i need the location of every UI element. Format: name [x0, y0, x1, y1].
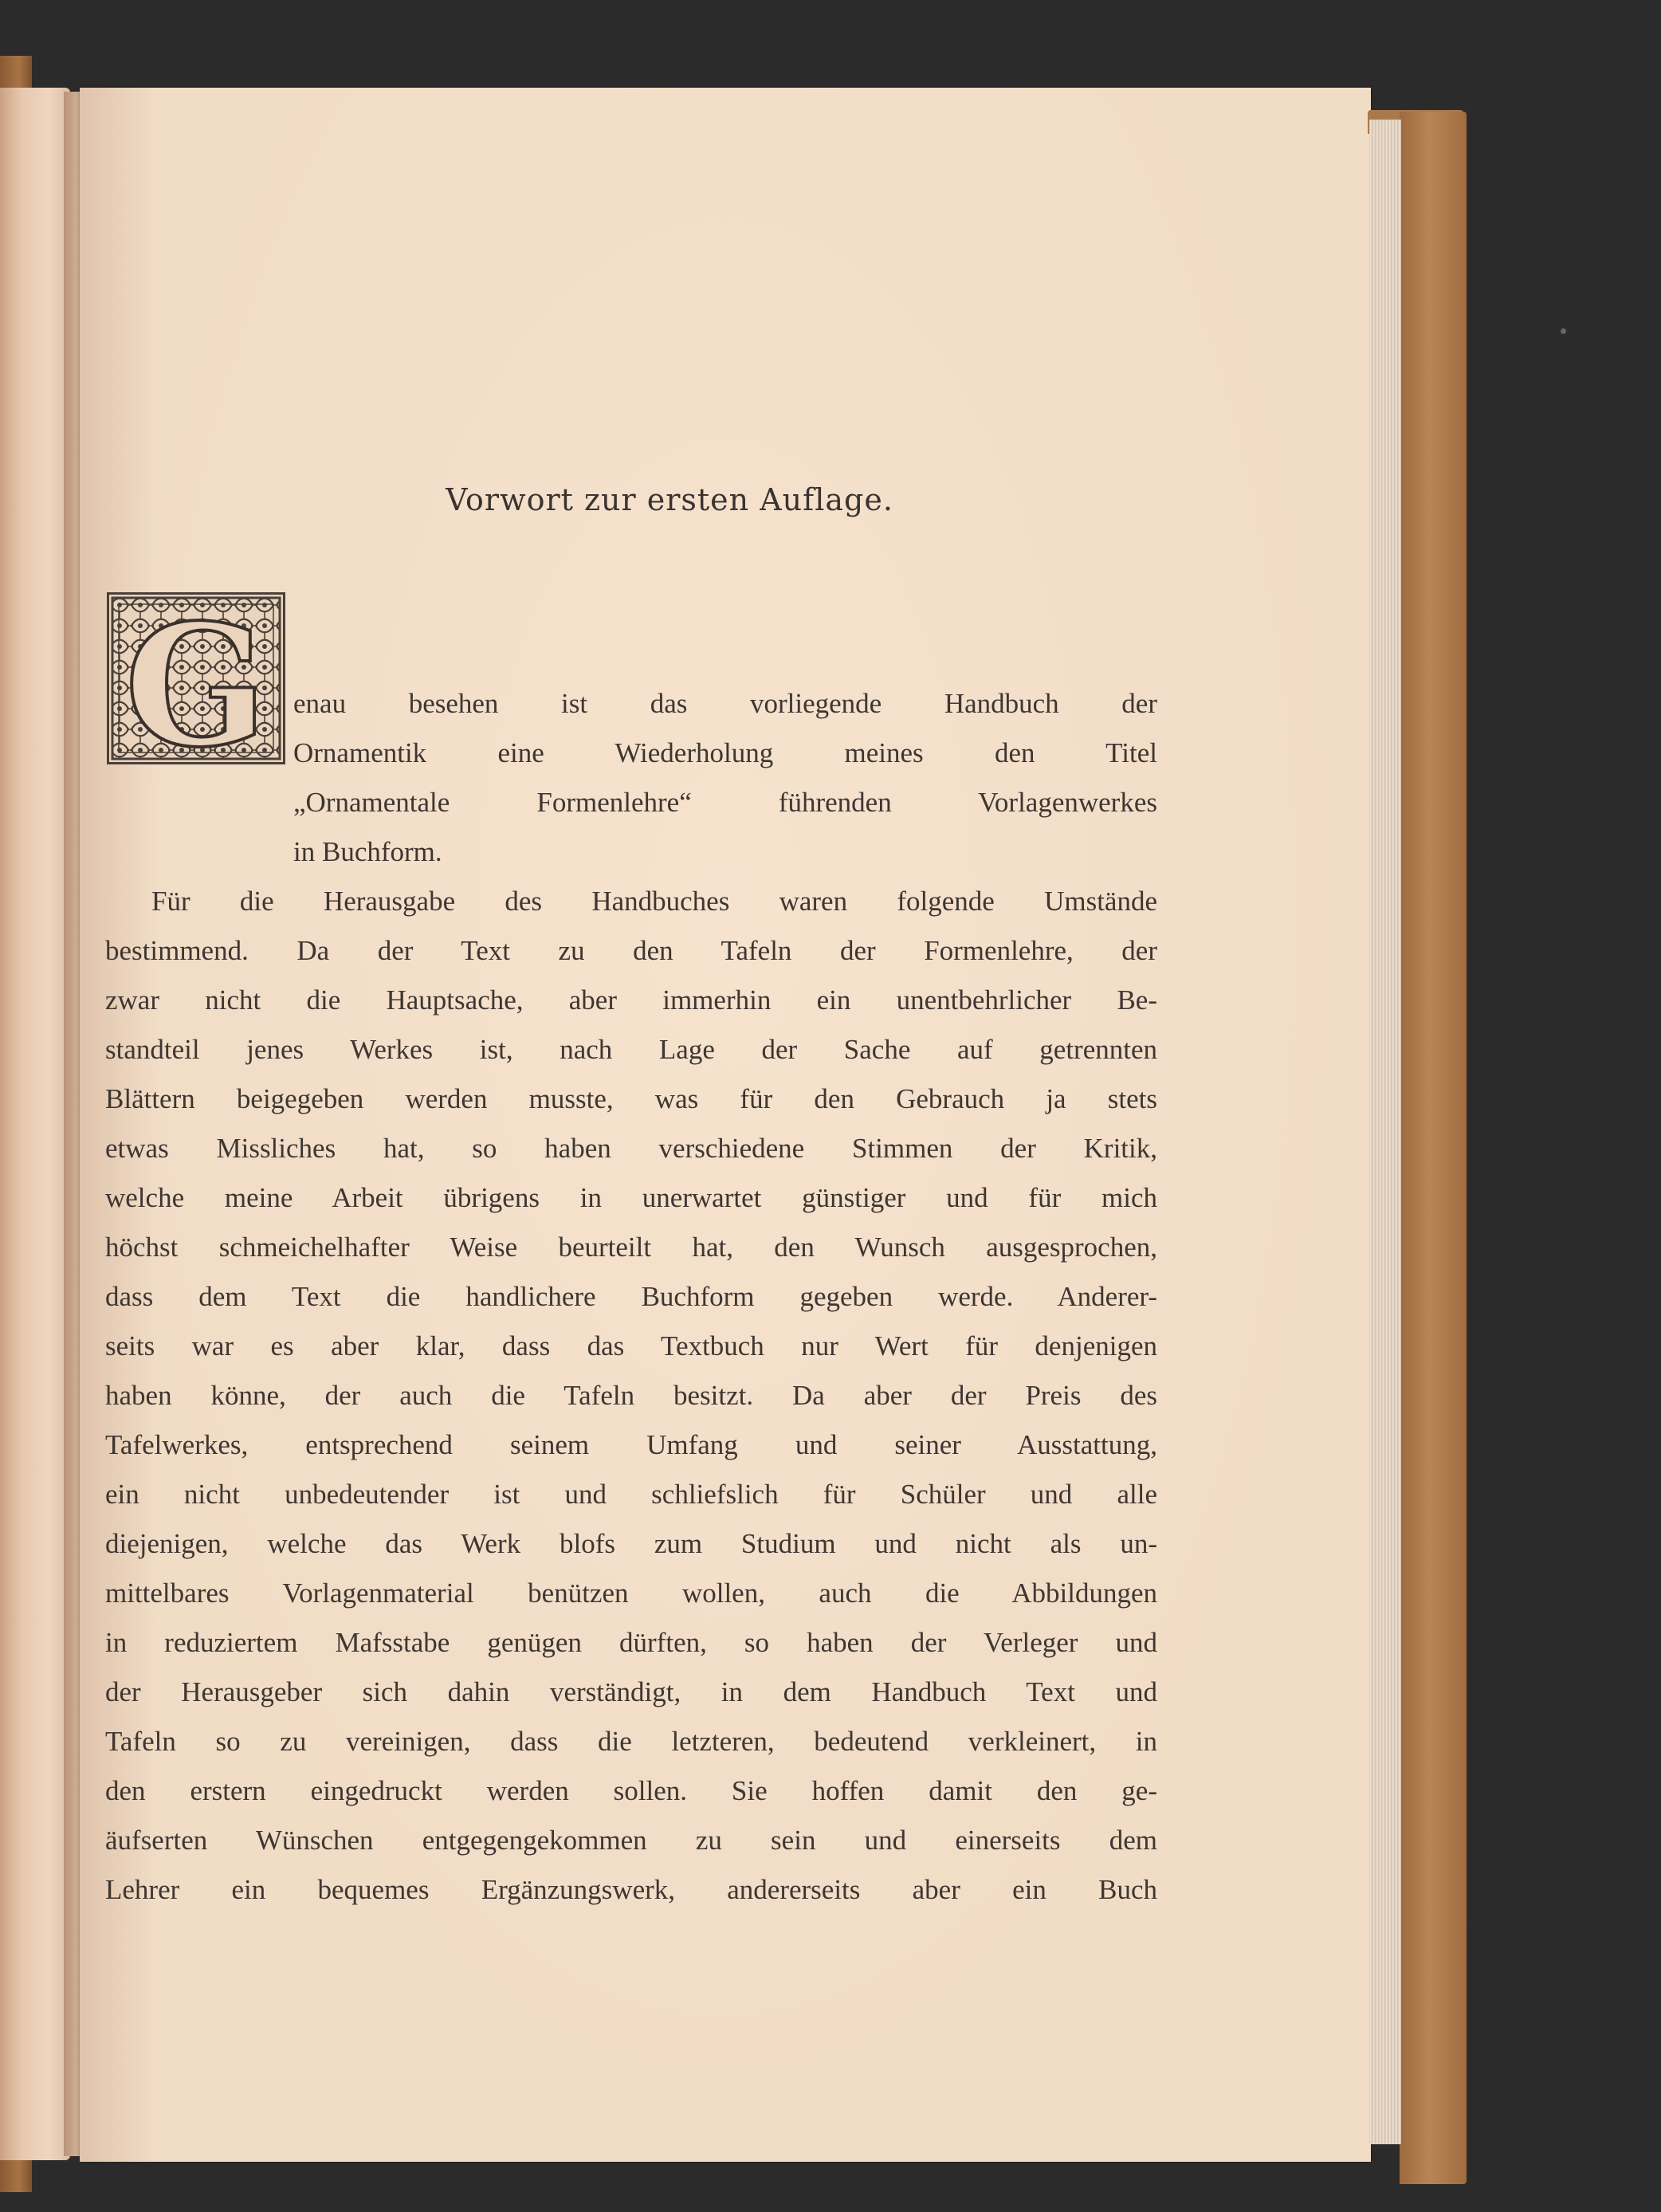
text-line: Lehrer ein bequemes Ergänzungswerk, andererseits aber ein Buch	[105, 1874, 1157, 1905]
right-book-cover	[1400, 112, 1467, 2184]
text-line: zwar nicht die Hauptsache, aber immerhin ein unentbehrlicher Be-	[105, 984, 1157, 1016]
ornamental-initial	[107, 592, 285, 764]
background-speck	[1561, 328, 1566, 334]
text-line: haben könne, der auch die Tafeln besitzt. Da aber der Preis des	[105, 1380, 1157, 1411]
text-line: „Ornamentale Formenlehre“ führenden Vorlagenwerkes	[293, 787, 1157, 818]
text-line: ein nicht unbedeutender ist und schliefslich für Schüler und alle	[105, 1479, 1157, 1510]
text-line: in Buchform.	[293, 836, 442, 867]
text-line: enau besehen ist das vorliegende Handbuch der	[293, 688, 1157, 719]
text-line: dass dem Text die handlichere Buchform gegeben werde. Anderer-	[105, 1281, 1157, 1312]
text-line: welche meine Arbeit übrigens in unerwartet günstiger und für mich	[105, 1182, 1157, 1213]
page-stack-edge	[1369, 120, 1401, 2144]
text-line: Blättern beigegeben werden musste, was für den Gebrauch ja stets	[105, 1083, 1157, 1114]
text-line: Ornamentik eine Wiederholung meines den Titel	[293, 737, 1157, 768]
text-line: seits war es aber klar, dass das Textbuch nur Wert für denjenigen	[105, 1330, 1157, 1361]
ornamental-initial-artwork	[109, 595, 283, 762]
text-line: diejenigen, welche das Werk blofs zum Studium und nicht als un-	[105, 1528, 1157, 1559]
text-line: höchst schmeichelhafter Weise beurteilt hat, den Wunsch ausgesprochen,	[105, 1232, 1157, 1263]
text-line: äufserten Wünschen entgegengekommen zu sein und einerseits dem	[105, 1825, 1157, 1856]
text-line: den erstern eingedruckt werden sollen. Sie hoffen damit den ge-	[105, 1775, 1157, 1806]
text-line: der Herausgeber sich dahin verständigt, in dem Handbuch Text und	[105, 1676, 1157, 1707]
text-line: Für die Herausgabe des Handbuches waren folgende Umstände	[151, 886, 1157, 917]
text-line: etwas Missliches hat, so haben verschiedene Stimmen der Kritik,	[105, 1133, 1157, 1164]
text-line: Tafelwerkes, entsprechend seinem Umfang und seiner Ausstattung,	[105, 1429, 1157, 1460]
text-line: bestimmend. Da der Text zu den Tafeln der Formenlehre, der	[105, 935, 1157, 966]
left-page-edge	[0, 88, 70, 2160]
text-line: in reduziertem Mafsstabe genügen dürften, so haben der Verleger und	[105, 1627, 1157, 1658]
text-line: Tafeln so zu vereinigen, dass die letzteren, bedeutend verkleinert, in	[105, 1726, 1157, 1757]
text-line: standteil jenes Werkes ist, nach Lage der Sache auf getrennten	[105, 1034, 1157, 1065]
text-line: mittelbares Vorlagenmaterial benützen wollen, auch die Abbildungen	[105, 1577, 1157, 1609]
page-title: Vorwort zur ersten Auflage.	[446, 482, 893, 517]
dropcap-letter: G	[124, 595, 268, 762]
